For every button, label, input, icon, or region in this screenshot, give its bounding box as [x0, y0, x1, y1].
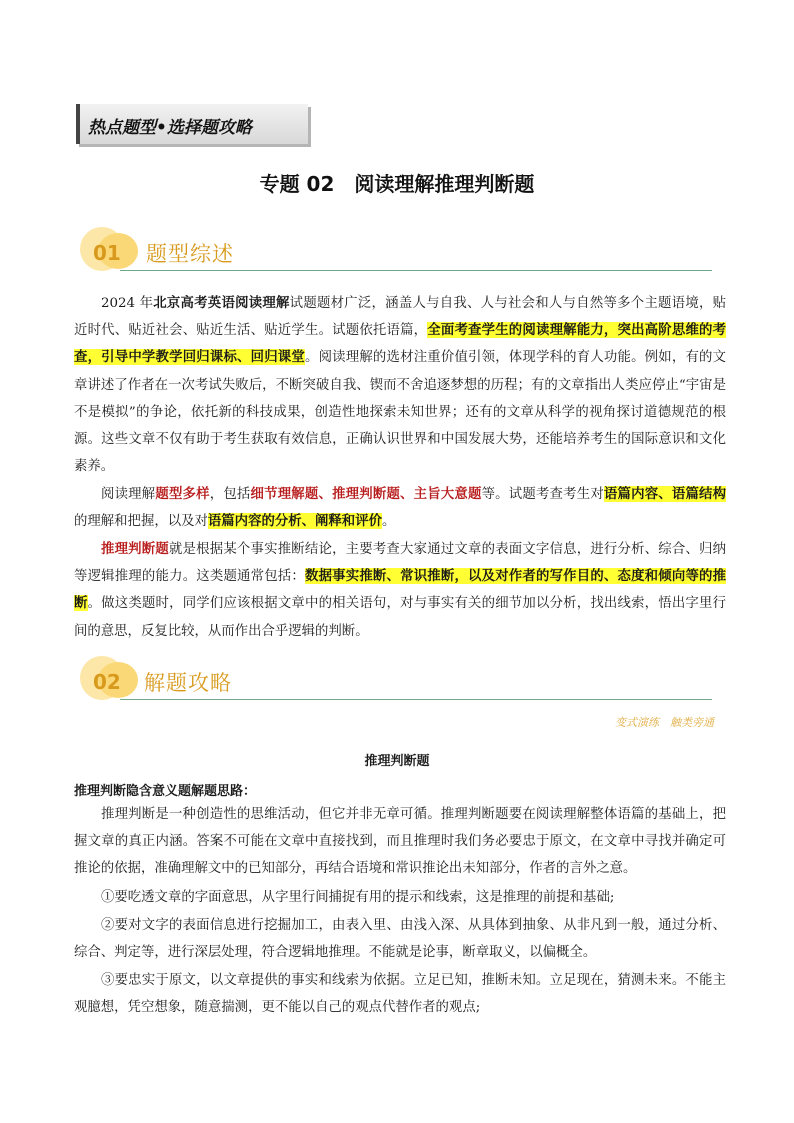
overview-paragraph-3: 推理判断题就是根据某个事实推断结论，主要考查大家通过文章的表面文字信息，进行分析、综合、归纳等逻辑推理的能力。这类题通常包括：数据事实推断、常识推断，以及对作者的写作目的、态度和倾向等的推断。做这类题时，同学们应该根据文章中的相关语句，对与事实有关的细节加以分析，找出线索，悟出字里行间的意思，反复比较，从而作出合乎逻辑的判断。	[74, 541, 727, 639]
section-1-divider	[120, 270, 712, 271]
overview-paragraph-1: 2024 年北京高考英语阅读理解试题题材广泛，涵盖人与自我、人与社会和人与自然等多个主题语境，贴近时代、贴近社会、贴近生活、贴近学生。试题依托语篇，全面考查学生的阅读理解能力，突出高阶思维的考查，引导中学教学回归课标、回归课堂。阅读理解的选材注重价值引领，体现学科的育人功能。例如，有的文章讲述了作者在一次考试失败后，不断突破自我、锲而不舍追逐梦想的历程；有的文章指出人类应停止“宇宙是不是模拟”的争论，依托新的科技成果，创造性地探索未知世界；还有的文章从科学的视角探讨道德规范的根源。这些文章不仅有助于考生获取有效信息，正确认识世界和中国发展大势，还能培养考生的国际意识和文化素养。	[74, 295, 727, 475]
approach-paragraph-2: ①要吃透文章的字面意思，从字里行间捕捉有用的提示和线索，这是推理的前提和基础;	[101, 890, 615, 905]
overview-paragraph-2: 阅读理解题型多样，包括细节理解题、推理判断题、主旨大意题等。试题考查考生对语篇内容、语篇结构的理解和把握，以及对语篇内容的分析、阐释和评价。	[74, 486, 727, 530]
approach-paragraph-1: 推理判断是一种创造性的思维活动，但它并非无章可循。推理判断题要在阅读理解整体语篇的基础上，把握文章的真正内涵。答案不可能在文章中直接找到，而且推理时我们务必要忠于原文，在文章中寻找并确定可推论的依据，准确理解文中的已知部分，再结合语境和常识推论出未知部分，作者的言外之意。	[74, 807, 726, 877]
approach-paragraph-4: ③要忠实于原文，以文章提供的事实和线索为依据。立足已知，推断未知。立足现在，猜测未来。不能主观臆想，凭空想象，随意揣测，更不能以自己的观点代替作者的观点;	[74, 973, 726, 1016]
section-2-number: 02	[93, 670, 121, 694]
header-tag: 热点题型•选择题攻略	[88, 118, 252, 138]
section-2-slogan: 变式演练 触类旁通	[615, 716, 714, 729]
section-2-title: 解题攻略	[144, 671, 232, 695]
approach-heading: 推理判断隐含意义题解题思路：	[74, 784, 257, 799]
page-title: 专题 02 阅读理解推理判断题	[259, 172, 535, 196]
section-2-divider	[120, 699, 712, 700]
section-1-number: 01	[93, 241, 121, 265]
approach-paragraph-3: ②要对文字的表面信息进行挖掘加工，由表入里、由浅入深、从具体到抽象、从非凡到一般，通过分析、综合、判定等，进行深层处理，符合逻辑地推理。不能就是论事，断章取义，以偏概全。	[74, 918, 726, 961]
section-1-title: 题型综述	[146, 242, 234, 266]
subheading: 推理判断题	[364, 754, 430, 769]
